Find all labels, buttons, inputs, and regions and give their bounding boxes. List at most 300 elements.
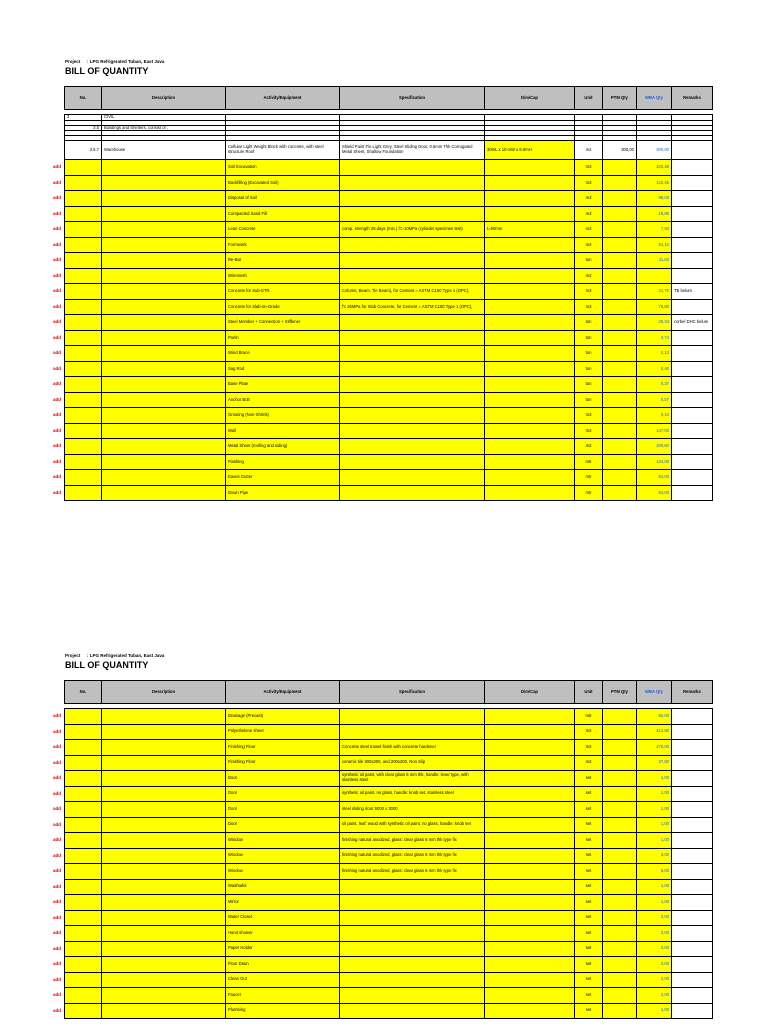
remarks-cell xyxy=(672,439,713,455)
wba-cell: 64,00 xyxy=(637,470,672,486)
ptm-cell xyxy=(603,253,637,269)
wba-cell: 4,74 xyxy=(637,330,672,346)
no-cell xyxy=(65,361,102,377)
desc-cell xyxy=(102,408,226,424)
dim-cell xyxy=(485,470,575,486)
remarks-cell xyxy=(672,470,713,486)
spec-cell: Column, Beam, Tie Beam), for Cement = ASTM C150 Type 1 (OPC), xyxy=(340,284,485,300)
spec-cell xyxy=(340,926,485,942)
dim-cell xyxy=(485,864,575,880)
dim-cell xyxy=(485,160,575,176)
table-row xyxy=(65,408,713,424)
spec-cell: synthetic oil paint, no glass, handle: knob set, stainless steel xyxy=(340,786,485,802)
unit-cell: m2 xyxy=(575,724,603,740)
wba-cell: 0,10 xyxy=(637,408,672,424)
ptm-cell xyxy=(603,439,637,455)
col-header: No. xyxy=(65,681,102,704)
no-cell xyxy=(65,253,102,269)
unit-cell: m3 xyxy=(575,408,603,424)
wba-cell: 275,00 xyxy=(637,740,672,756)
add-marker: add xyxy=(53,728,62,734)
desc-cell xyxy=(102,268,226,284)
desc-cell xyxy=(102,222,226,238)
item-dim: 30mL x 10 mW x 6.0mH xyxy=(485,141,575,160)
activity-cell: Compacted Sand Fill xyxy=(226,206,340,222)
add-marker: add xyxy=(53,930,62,936)
add-marker: add xyxy=(53,210,62,216)
doc-title: BILL OF QUANTITY xyxy=(65,660,149,670)
ptm-cell xyxy=(603,957,637,973)
activity-cell: Door xyxy=(226,802,340,818)
activity-cell: Wind Brace xyxy=(226,346,340,362)
table-row xyxy=(65,315,713,331)
wba-cell: 1,00 xyxy=(637,833,672,849)
wba-cell: 220,48 xyxy=(637,160,672,176)
desc-cell xyxy=(102,848,226,864)
unit-cell: set xyxy=(575,1003,603,1019)
col-header: Description xyxy=(102,87,226,110)
no-cell xyxy=(65,786,102,802)
dim-cell xyxy=(485,957,575,973)
remarks-cell xyxy=(672,802,713,818)
activity-cell: Door xyxy=(226,817,340,833)
no-cell xyxy=(65,330,102,346)
dim-cell xyxy=(485,941,575,957)
unit-cell: m3 xyxy=(575,175,603,191)
spec-cell: f'c 25MPa for Slab Concrete, for Cement = ASTM C150 Type 1 (OPC), xyxy=(340,299,485,315)
no-cell xyxy=(65,1003,102,1019)
remarks-cell xyxy=(672,864,713,880)
ptm-cell xyxy=(603,454,637,470)
wba-cell: 4,00 xyxy=(637,848,672,864)
unit-cell: set xyxy=(575,802,603,818)
unit-cell: set xyxy=(575,988,603,1004)
add-marker: add xyxy=(53,288,62,294)
add-marker: add xyxy=(53,899,62,905)
table-row xyxy=(65,253,713,269)
col-header: Activity/Equipment xyxy=(226,87,340,110)
desc-cell xyxy=(102,709,226,725)
project-line: Project : LPG Refrigerated Tuban, East Java xyxy=(65,653,165,658)
spec-cell: ceramic tile 300x300, and 200x200, Non Slip xyxy=(340,755,485,771)
remarks-cell xyxy=(672,299,713,315)
table-row xyxy=(65,330,713,346)
dim-cell xyxy=(485,206,575,222)
dim-cell xyxy=(485,926,575,942)
spec-cell xyxy=(340,941,485,957)
dim-cell xyxy=(485,786,575,802)
spec-cell xyxy=(340,709,485,725)
unit-cell: m3 xyxy=(575,191,603,207)
no-cell xyxy=(65,709,102,725)
item-wba: 300,00 xyxy=(637,141,672,160)
wba-cell: 1,00 xyxy=(637,895,672,911)
add-marker: add xyxy=(53,821,62,827)
ptm-cell xyxy=(603,392,637,408)
dim-cell xyxy=(485,879,575,895)
remarks-cell xyxy=(672,408,713,424)
table-row xyxy=(65,740,713,756)
col-header: Description xyxy=(102,681,226,704)
no-cell xyxy=(65,910,102,926)
activity-cell: Mirror xyxy=(226,895,340,911)
section-name: CIVIL xyxy=(102,115,226,121)
ptm-cell xyxy=(603,175,637,191)
remarks-cell xyxy=(672,423,713,439)
ptm-cell xyxy=(603,377,637,393)
activity-cell: Faucet xyxy=(226,988,340,1004)
activity-cell: Polyethelene sheet xyxy=(226,724,340,740)
unit-cell: m2 xyxy=(575,268,603,284)
no-cell xyxy=(65,848,102,864)
wba-cell: 1,00 xyxy=(637,786,672,802)
unit-cell: ton xyxy=(575,346,603,362)
no-cell xyxy=(65,408,102,424)
wba-cell: 98,03 xyxy=(637,191,672,207)
ptm-cell xyxy=(603,879,637,895)
wba-cell: 15,85 xyxy=(637,206,672,222)
remarks-cell xyxy=(672,175,713,191)
item-unit: m2 xyxy=(575,141,603,160)
remarks-cell xyxy=(672,454,713,470)
ptm-cell xyxy=(603,740,637,756)
spec-cell xyxy=(340,439,485,455)
section-no: 3 xyxy=(65,115,102,121)
spec-cell xyxy=(340,408,485,424)
add-marker: add xyxy=(53,458,62,464)
wba-cell: 1,00 xyxy=(637,802,672,818)
add-marker: add xyxy=(53,759,62,765)
item-activity: Cellular Light Weight Block with concrete, with steel structure Roof xyxy=(226,141,340,160)
add-marker: add xyxy=(53,489,62,495)
spec-cell xyxy=(340,895,485,911)
no-cell xyxy=(65,817,102,833)
spec-cell xyxy=(340,879,485,895)
unit-cell: m3 xyxy=(575,222,603,238)
col-header: Unit xyxy=(575,681,603,704)
wba-cell: 0,13 xyxy=(637,346,672,362)
unit-cell: m3 xyxy=(575,284,603,300)
no-cell xyxy=(65,392,102,408)
dim-cell xyxy=(485,724,575,740)
remarks-cell xyxy=(672,253,713,269)
item-desc: Warehouse xyxy=(102,141,226,160)
table-row xyxy=(65,1003,713,1019)
ptm-cell xyxy=(603,848,637,864)
desc-cell xyxy=(102,802,226,818)
spec-cell xyxy=(340,268,485,284)
dim-cell xyxy=(485,771,575,787)
remarks-cell xyxy=(672,330,713,346)
activity-cell: Finishing Floor xyxy=(226,755,340,771)
desc-cell xyxy=(102,439,226,455)
add-marker: add xyxy=(53,427,62,433)
desc-cell xyxy=(102,175,226,191)
remarks-cell xyxy=(672,222,713,238)
desc-cell xyxy=(102,253,226,269)
ptm-cell xyxy=(603,191,637,207)
remarks-cell: TB belum xyxy=(672,284,713,300)
table-row xyxy=(65,346,713,362)
table-row xyxy=(65,377,713,393)
remarks-cell xyxy=(672,740,713,756)
remarks-cell xyxy=(672,910,713,926)
table-row xyxy=(65,141,713,160)
table-row xyxy=(65,988,713,1004)
ptm-cell xyxy=(603,802,637,818)
dim-cell xyxy=(485,485,575,501)
remarks-cell xyxy=(672,206,713,222)
unit-cell: set xyxy=(575,817,603,833)
remarks-cell xyxy=(672,817,713,833)
ptm-cell xyxy=(603,315,637,331)
table-row xyxy=(65,485,713,501)
add-marker: add xyxy=(53,961,62,967)
dim-cell xyxy=(485,802,575,818)
activity-cell: Eaves Gutter xyxy=(226,470,340,486)
wba-cell: 5,00 xyxy=(637,864,672,880)
no-cell xyxy=(65,879,102,895)
col-header: Remarks xyxy=(672,681,713,704)
desc-cell xyxy=(102,755,226,771)
add-marker: add xyxy=(53,443,62,449)
no-cell xyxy=(65,268,102,284)
ptm-cell xyxy=(603,160,637,176)
sub-name: Buildings and Shelters, consist of ; xyxy=(102,125,226,131)
dim-cell xyxy=(485,755,575,771)
table-row xyxy=(65,786,713,802)
col-header: Specification xyxy=(340,681,485,704)
wba-cell: 92,00 xyxy=(637,709,672,725)
table-row xyxy=(65,454,713,470)
ptm-cell xyxy=(603,910,637,926)
wba-cell: 2,00 xyxy=(637,988,672,1004)
activity-cell: Lean Concrete xyxy=(226,222,340,238)
no-cell xyxy=(65,957,102,973)
activity-cell: Washtafel xyxy=(226,879,340,895)
add-marker: add xyxy=(53,837,62,843)
table-row xyxy=(65,802,713,818)
spec-cell xyxy=(340,377,485,393)
col-header: Unit xyxy=(575,87,603,110)
remarks-cell xyxy=(672,755,713,771)
table-row xyxy=(65,222,713,238)
spec-cell xyxy=(340,423,485,439)
unit-cell: set xyxy=(575,895,603,911)
remarks-cell xyxy=(672,709,713,725)
unit-cell: m3 xyxy=(575,206,603,222)
wba-cell: 124,00 xyxy=(637,454,672,470)
table-row xyxy=(65,926,713,942)
unit-cell: m2 xyxy=(575,439,603,455)
spec-cell xyxy=(340,206,485,222)
ptm-cell xyxy=(603,895,637,911)
spec-cell xyxy=(340,972,485,988)
add-marker: add xyxy=(53,257,62,263)
desc-cell xyxy=(102,160,226,176)
col-header: Remarks xyxy=(672,87,713,110)
activity-cell: Water Closet xyxy=(226,910,340,926)
activity-cell: Paper Holder xyxy=(226,941,340,957)
spec-cell xyxy=(340,485,485,501)
wba-cell: 2,00 xyxy=(637,972,672,988)
wba-cell: 37,50 xyxy=(637,755,672,771)
table-row xyxy=(65,160,713,176)
spec-cell xyxy=(340,1003,485,1019)
dim-cell xyxy=(485,268,575,284)
no-cell xyxy=(65,439,102,455)
activity-cell: Finishing Floor xyxy=(226,740,340,756)
wba-cell: 25,34 xyxy=(637,315,672,331)
desc-cell xyxy=(102,284,226,300)
desc-cell xyxy=(102,786,226,802)
ptm-cell xyxy=(603,346,637,362)
add-marker: add xyxy=(53,744,62,750)
activity-cell: Formwork xyxy=(226,237,340,253)
remarks-cell xyxy=(672,361,713,377)
no-cell xyxy=(65,895,102,911)
desc-cell xyxy=(102,972,226,988)
activity-cell: Grouting (Non-Shrink) xyxy=(226,408,340,424)
activity-cell: Re-Bar xyxy=(226,253,340,269)
wba-cell: 0,57 xyxy=(637,392,672,408)
no-cell xyxy=(65,423,102,439)
no-cell xyxy=(65,377,102,393)
no-cell xyxy=(65,802,102,818)
unit-cell: set xyxy=(575,879,603,895)
ptm-cell xyxy=(603,709,637,725)
wba-cell: 2,00 xyxy=(637,941,672,957)
spec-cell: synthetic oil paint, with clear glass 6 mm thk, handle: lever type, with stainless steel xyxy=(340,771,485,787)
unit-cell: mtr xyxy=(575,485,603,501)
wba-cell: 329,60 xyxy=(637,439,672,455)
dim-cell xyxy=(485,910,575,926)
add-marker: add xyxy=(53,241,62,247)
table-row xyxy=(65,817,713,833)
spec-cell: Concrete steel trowel finish with concrete hardener xyxy=(340,740,485,756)
col-header: No. xyxy=(65,87,102,110)
activity-cell: Drainage (Precast) xyxy=(226,709,340,725)
spec-cell xyxy=(340,392,485,408)
spec-cell xyxy=(340,910,485,926)
no-cell xyxy=(65,237,102,253)
remarks-cell xyxy=(672,377,713,393)
desc-cell xyxy=(102,423,226,439)
dim-cell xyxy=(485,972,575,988)
activity-cell: Hand shower xyxy=(226,926,340,942)
dim-cell xyxy=(485,848,575,864)
desc-cell xyxy=(102,346,226,362)
no-cell xyxy=(65,972,102,988)
activity-cell: Down Pipe xyxy=(226,485,340,501)
add-marker: add xyxy=(53,914,62,920)
header-row xyxy=(65,681,713,704)
add-marker: add xyxy=(53,992,62,998)
no-cell xyxy=(65,833,102,849)
project-line: Project : LPG Refrigerated Tuban, East Java xyxy=(65,59,165,64)
desc-cell xyxy=(102,454,226,470)
desc-cell xyxy=(102,926,226,942)
add-marker: add xyxy=(53,474,62,480)
unit-cell: set xyxy=(575,864,603,880)
remarks-cell xyxy=(672,191,713,207)
desc-cell xyxy=(102,361,226,377)
add-marker: add xyxy=(53,852,62,858)
unit-cell: set xyxy=(575,848,603,864)
add-marker: add xyxy=(53,1007,62,1013)
activity-cell: Wiremesh xyxy=(226,268,340,284)
ptm-cell xyxy=(603,206,637,222)
activity-cell: Concrete for Slab-on-Grade xyxy=(226,299,340,315)
dim-cell xyxy=(485,408,575,424)
unit-cell: ton xyxy=(575,377,603,393)
unit-cell: set xyxy=(575,833,603,849)
ptm-cell xyxy=(603,941,637,957)
add-marker: add xyxy=(53,319,62,325)
activity-cell: Window xyxy=(226,833,340,849)
spec-cell xyxy=(340,175,485,191)
spec-cell xyxy=(340,470,485,486)
unit-cell: set xyxy=(575,972,603,988)
no-cell xyxy=(65,470,102,486)
add-marker: add xyxy=(53,713,62,719)
table-row xyxy=(65,361,713,377)
dim-cell xyxy=(485,346,575,362)
wba-cell: 122,45 xyxy=(637,175,672,191)
col-header: Activity/Equipment xyxy=(226,681,340,704)
activity-cell: Anchor Bolt xyxy=(226,392,340,408)
boq-table xyxy=(64,86,713,501)
desc-cell xyxy=(102,191,226,207)
unit-cell: set xyxy=(575,910,603,926)
dim-cell xyxy=(485,284,575,300)
ptm-cell xyxy=(603,926,637,942)
unit-cell: m2 xyxy=(575,755,603,771)
remarks-cell xyxy=(672,346,713,362)
remarks-cell xyxy=(672,926,713,942)
desc-cell xyxy=(102,299,226,315)
remarks-cell xyxy=(672,895,713,911)
no-cell xyxy=(65,454,102,470)
add-marker: add xyxy=(53,195,62,201)
ptm-cell xyxy=(603,786,637,802)
desc-cell xyxy=(102,392,226,408)
sub-no: 3.5 xyxy=(65,125,102,131)
no-cell xyxy=(65,724,102,740)
desc-cell xyxy=(102,957,226,973)
unit-cell: mtr xyxy=(575,470,603,486)
spec-cell xyxy=(340,160,485,176)
no-cell xyxy=(65,284,102,300)
remarks-cell xyxy=(672,268,713,284)
desc-cell xyxy=(102,833,226,849)
remarks-cell xyxy=(672,724,713,740)
table-row xyxy=(65,439,713,455)
desc-cell xyxy=(102,485,226,501)
remarks-cell xyxy=(672,972,713,988)
remarks-cell xyxy=(672,879,713,895)
add-marker: add xyxy=(53,883,62,889)
spec-cell xyxy=(340,957,485,973)
table-row xyxy=(65,879,713,895)
dim-cell xyxy=(485,361,575,377)
ptm-cell xyxy=(603,268,637,284)
spec-cell xyxy=(340,253,485,269)
desc-cell xyxy=(102,206,226,222)
unit-cell: ton xyxy=(575,330,603,346)
spec-cell: oil paint, leaf: wood with synthetic oil paint, no glass, handle: knob set xyxy=(340,817,485,833)
desc-cell xyxy=(102,740,226,756)
